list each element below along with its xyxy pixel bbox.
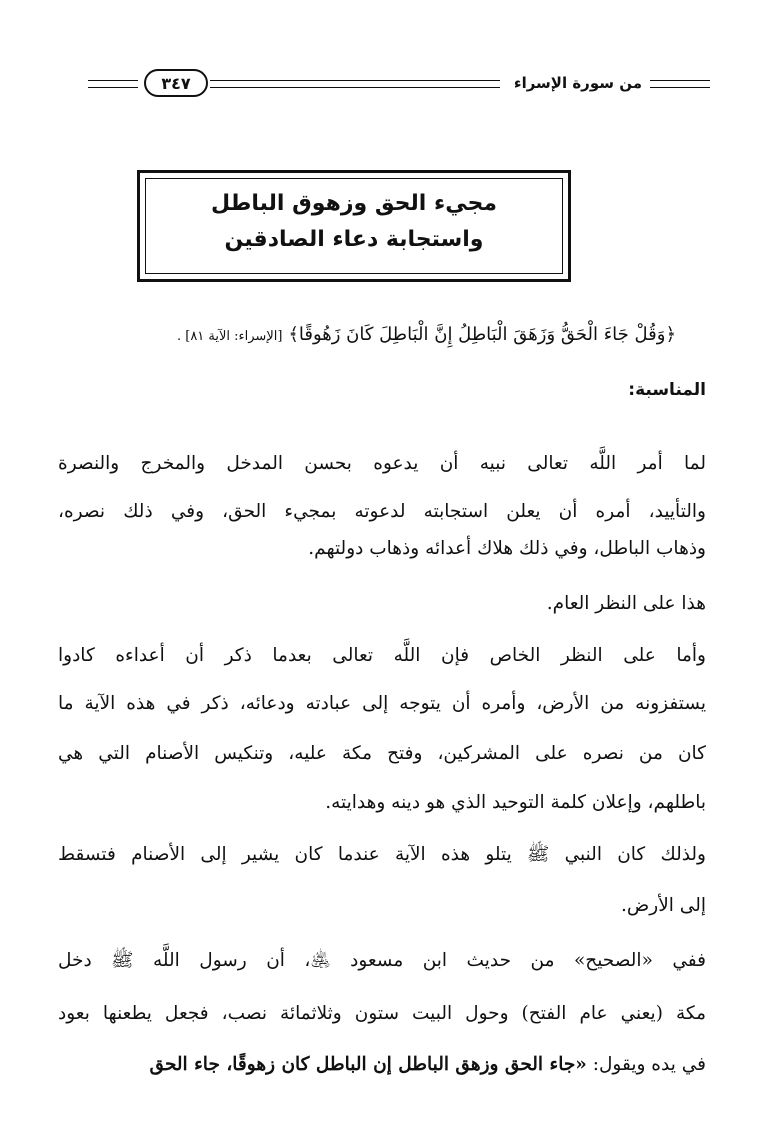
running-title: من سورة الإسراء [513,74,642,92]
chapter-title-box [137,170,571,282]
paragraph-text: في يده ويقول: [586,1054,706,1075]
paragraph-line: هذا على النظر العام. [546,593,706,614]
chapter-title-line-1: مجيء الحق وزهوق الباطل [211,191,497,216]
paragraph-line: وأما على النظر الخاص فإن اللَّه تعالى بعدما ذكر أن أعداءه كادوا [58,645,706,666]
paragraph-line: إلى الأرض. [621,895,706,916]
page-number-badge [144,69,208,97]
chapter-title-line-2: واستجابة دعاء الصادقين [224,227,484,252]
page-header [88,66,710,102]
header-rule [210,80,500,88]
paragraph-line: والتأييد، أمره أن يعلن استجابته لدعوته بمجيء الحق، وفي ذلك نصره، [58,501,706,522]
paragraph-line [150,1054,706,1076]
header-rule [88,80,138,88]
paragraph-line: وذهاب الباطل، وفي ذلك هلاك أعدائه وذهاب دولتهم. [308,538,706,559]
quran-verse [177,324,676,346]
verse-text: ﴿وَقُلْ جَاءَ الْحَقُّ وَزَهَقَ الْبَاطِلُ إِنَّ الْبَاطِلَ كَانَ زَهُوقًا﴾ [288,324,676,345]
paragraph-line: مكة (يعني عام الفتح) وحول البيت ستون وثلاثمائة نصب، فجعل يطعنها بعود [58,1003,706,1024]
header-rule [650,80,710,88]
hadith-quote: «جاء الحق وزهق الباطل إن الباطل كان زهوقًا، جاء الحق [149,1054,587,1075]
paragraph-line: يستفزونه من الأرض، وأمره أن يتوجه إلى عبادته ودعائه، ذكر في هذه الآية ما [58,693,706,714]
section-heading: المناسبة: [628,380,706,400]
paragraph-line: ففي «الصحيح» من حديث ابن مسعود ﵁، أن رسول اللَّه ﷺ دخل [58,950,706,971]
page-number: ٣٤٧ [161,73,191,93]
verse-reference: [الإسراء: الآية ٨١] . [176,329,283,344]
paragraph-line: ولذلك كان النبي ﷺ يتلو هذه الآية عندما كان يشير إلى الأصنام فتسقط [58,844,706,865]
paragraph-line: باطلهم، وإعلان كلمة التوحيد الذي هو دينه وهدايته. [325,792,706,813]
paragraph-line: كان من نصره على المشركين، وفتح مكة عليه، وتنكيس الأصنام التي هي [58,743,706,764]
paragraph-line: لما أمر اللَّه تعالى نبيه أن يدعوه بحسن المدخل والمخرج والنصرة [58,453,706,474]
